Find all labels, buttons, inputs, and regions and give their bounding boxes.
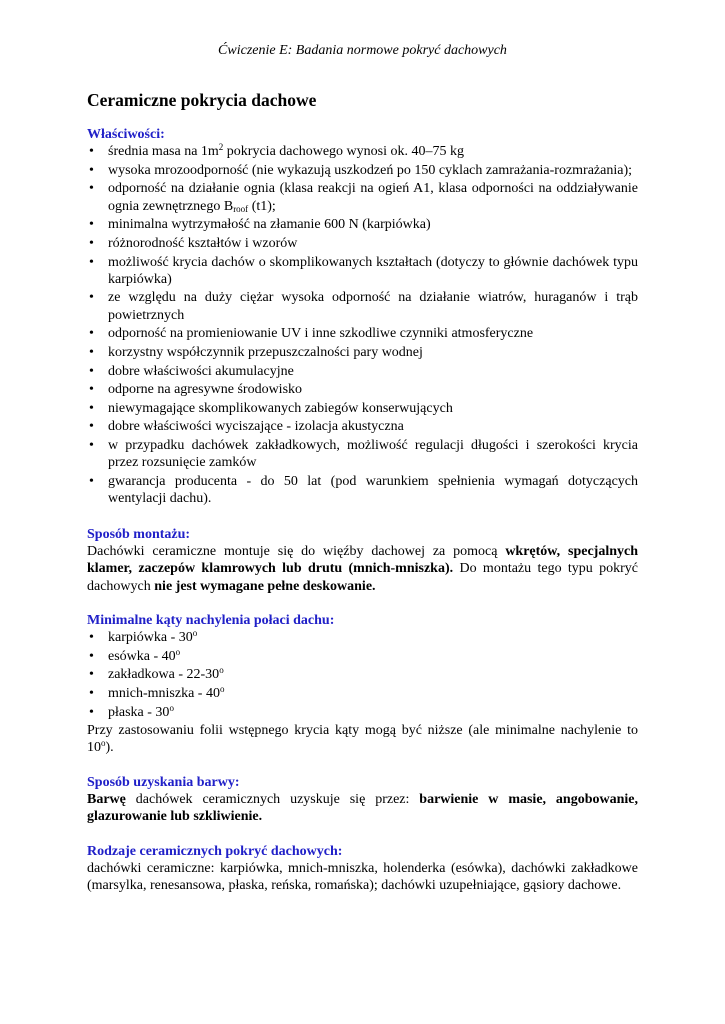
list-item: • korzystny współczynnik przepuszczalności pary wodnej <box>87 344 638 361</box>
angles-list <box>87 629 638 721</box>
properties-list <box>87 143 638 507</box>
section-heading-types: Rodzaje ceramicznych pokryć dachowych: <box>87 843 343 859</box>
list-item: • odporność na promieniowanie UV i inne szkodliwe czynniki atmosferyczne <box>87 325 638 342</box>
section-heading-mounting: Sposób montażu: <box>87 526 191 542</box>
list-item: • niewymagające skomplikowanych zabiegów konserwujących <box>87 400 638 417</box>
list-item: • zakładkowa - 22-30$^o$ <box>87 666 638 683</box>
list-item: • odporność na działanie ognia (klasa reakcji na ogień A1, klasa odporności na oddziaływanie ognia zewnętrznego $B_{roof}$ (t1); <box>87 180 638 215</box>
mounting-paragraph: Dachówki ceramiczne montuje się do więźby dachowej za pomocą wkrętów, specjalnych klamer, zaczepów klamrowych lub drutu (mnich-mniszka). Do montażu tego typu pokryć dachowych nie jest wymagane pełne deskowanie. <box>87 543 639 594</box>
page-title: Ceramiczne pokrycia dachowe <box>87 90 317 110</box>
list-item: • płaska - 30$^o$ <box>87 704 638 721</box>
list-item: • dobre właściwości wyciszające - izolacja akustyczna <box>87 418 638 435</box>
list-item: • wysoka mrozoodporność (nie wykazują uszkodzeń po 150 cyklach zamrażania-rozmrażania); <box>87 162 638 179</box>
list-item: • odporne na agresywne środowisko <box>87 381 638 398</box>
list-item: • mnich-mniszka - 40$^o$ <box>87 685 638 702</box>
list-item: • dobre właściwości akumulacyjne <box>87 363 638 380</box>
types-paragraph: dachówki ceramiczne: karpiówka, mnich-mniszka, holenderka (esówka), dachówki zakładkowe (marsylka, renesansowa, płaska, reńska, romańska); dachówki uzupełniające, gąsiory dachowe. <box>87 860 638 894</box>
list-item: • możliwość krycia dachów o skomplikowanych kształtach (dotyczy to głównie dachówek typu karpiówka) <box>87 254 638 289</box>
list-item: • esówka - 40$^o$ <box>87 648 638 665</box>
list-item: • średnia masa na $1m^2$ pokrycia dachowego wynosi ok. 40–75 kg <box>87 143 638 160</box>
list-item: • ze względu na duży ciężar wysoka odporność na działanie wiatrów, huraganów i trąb powietrznych <box>87 289 638 324</box>
color-paragraph: Barwę dachówek ceramicznych uzyskuje się przez: barwienie w masie, angobowanie, glazurowanie lub szkliwienie. <box>87 792 639 825</box>
list-item: • karpiówka - 30$^o$ <box>87 629 638 646</box>
document-body <box>87 90 638 895</box>
list-item: • różnorodność kształtów i wzorów <box>87 235 638 252</box>
angles-note: Przy zastosowaniu folii wstępnego krycia kąty mogą być niższe (ale minimalne nachylenie to 10$^o$). <box>87 723 638 756</box>
running-header: Ćwiczenie E: Badania normowe pokryć dachowych <box>218 43 507 58</box>
list-item: • w przypadku dachówek zakładkowych, możliwość regulacji długości i szerokości krycia przez rozsunięcie zamków <box>87 437 638 472</box>
section-heading-angles: Minimalne kąty nachylenia połaci dachu: <box>87 612 335 628</box>
section-heading-properties: Właściwości: <box>87 127 165 142</box>
list-item: • gwarancja producenta - do 50 lat (pod warunkiem spełnienia wymagań dotyczących wentylacji dachu). <box>87 473 638 508</box>
list-item: • minimalna wytrzymałość na złamanie 600 N (karpiówka) <box>87 216 638 233</box>
section-heading-color: Sposób uzyskania barwy: <box>87 774 240 790</box>
